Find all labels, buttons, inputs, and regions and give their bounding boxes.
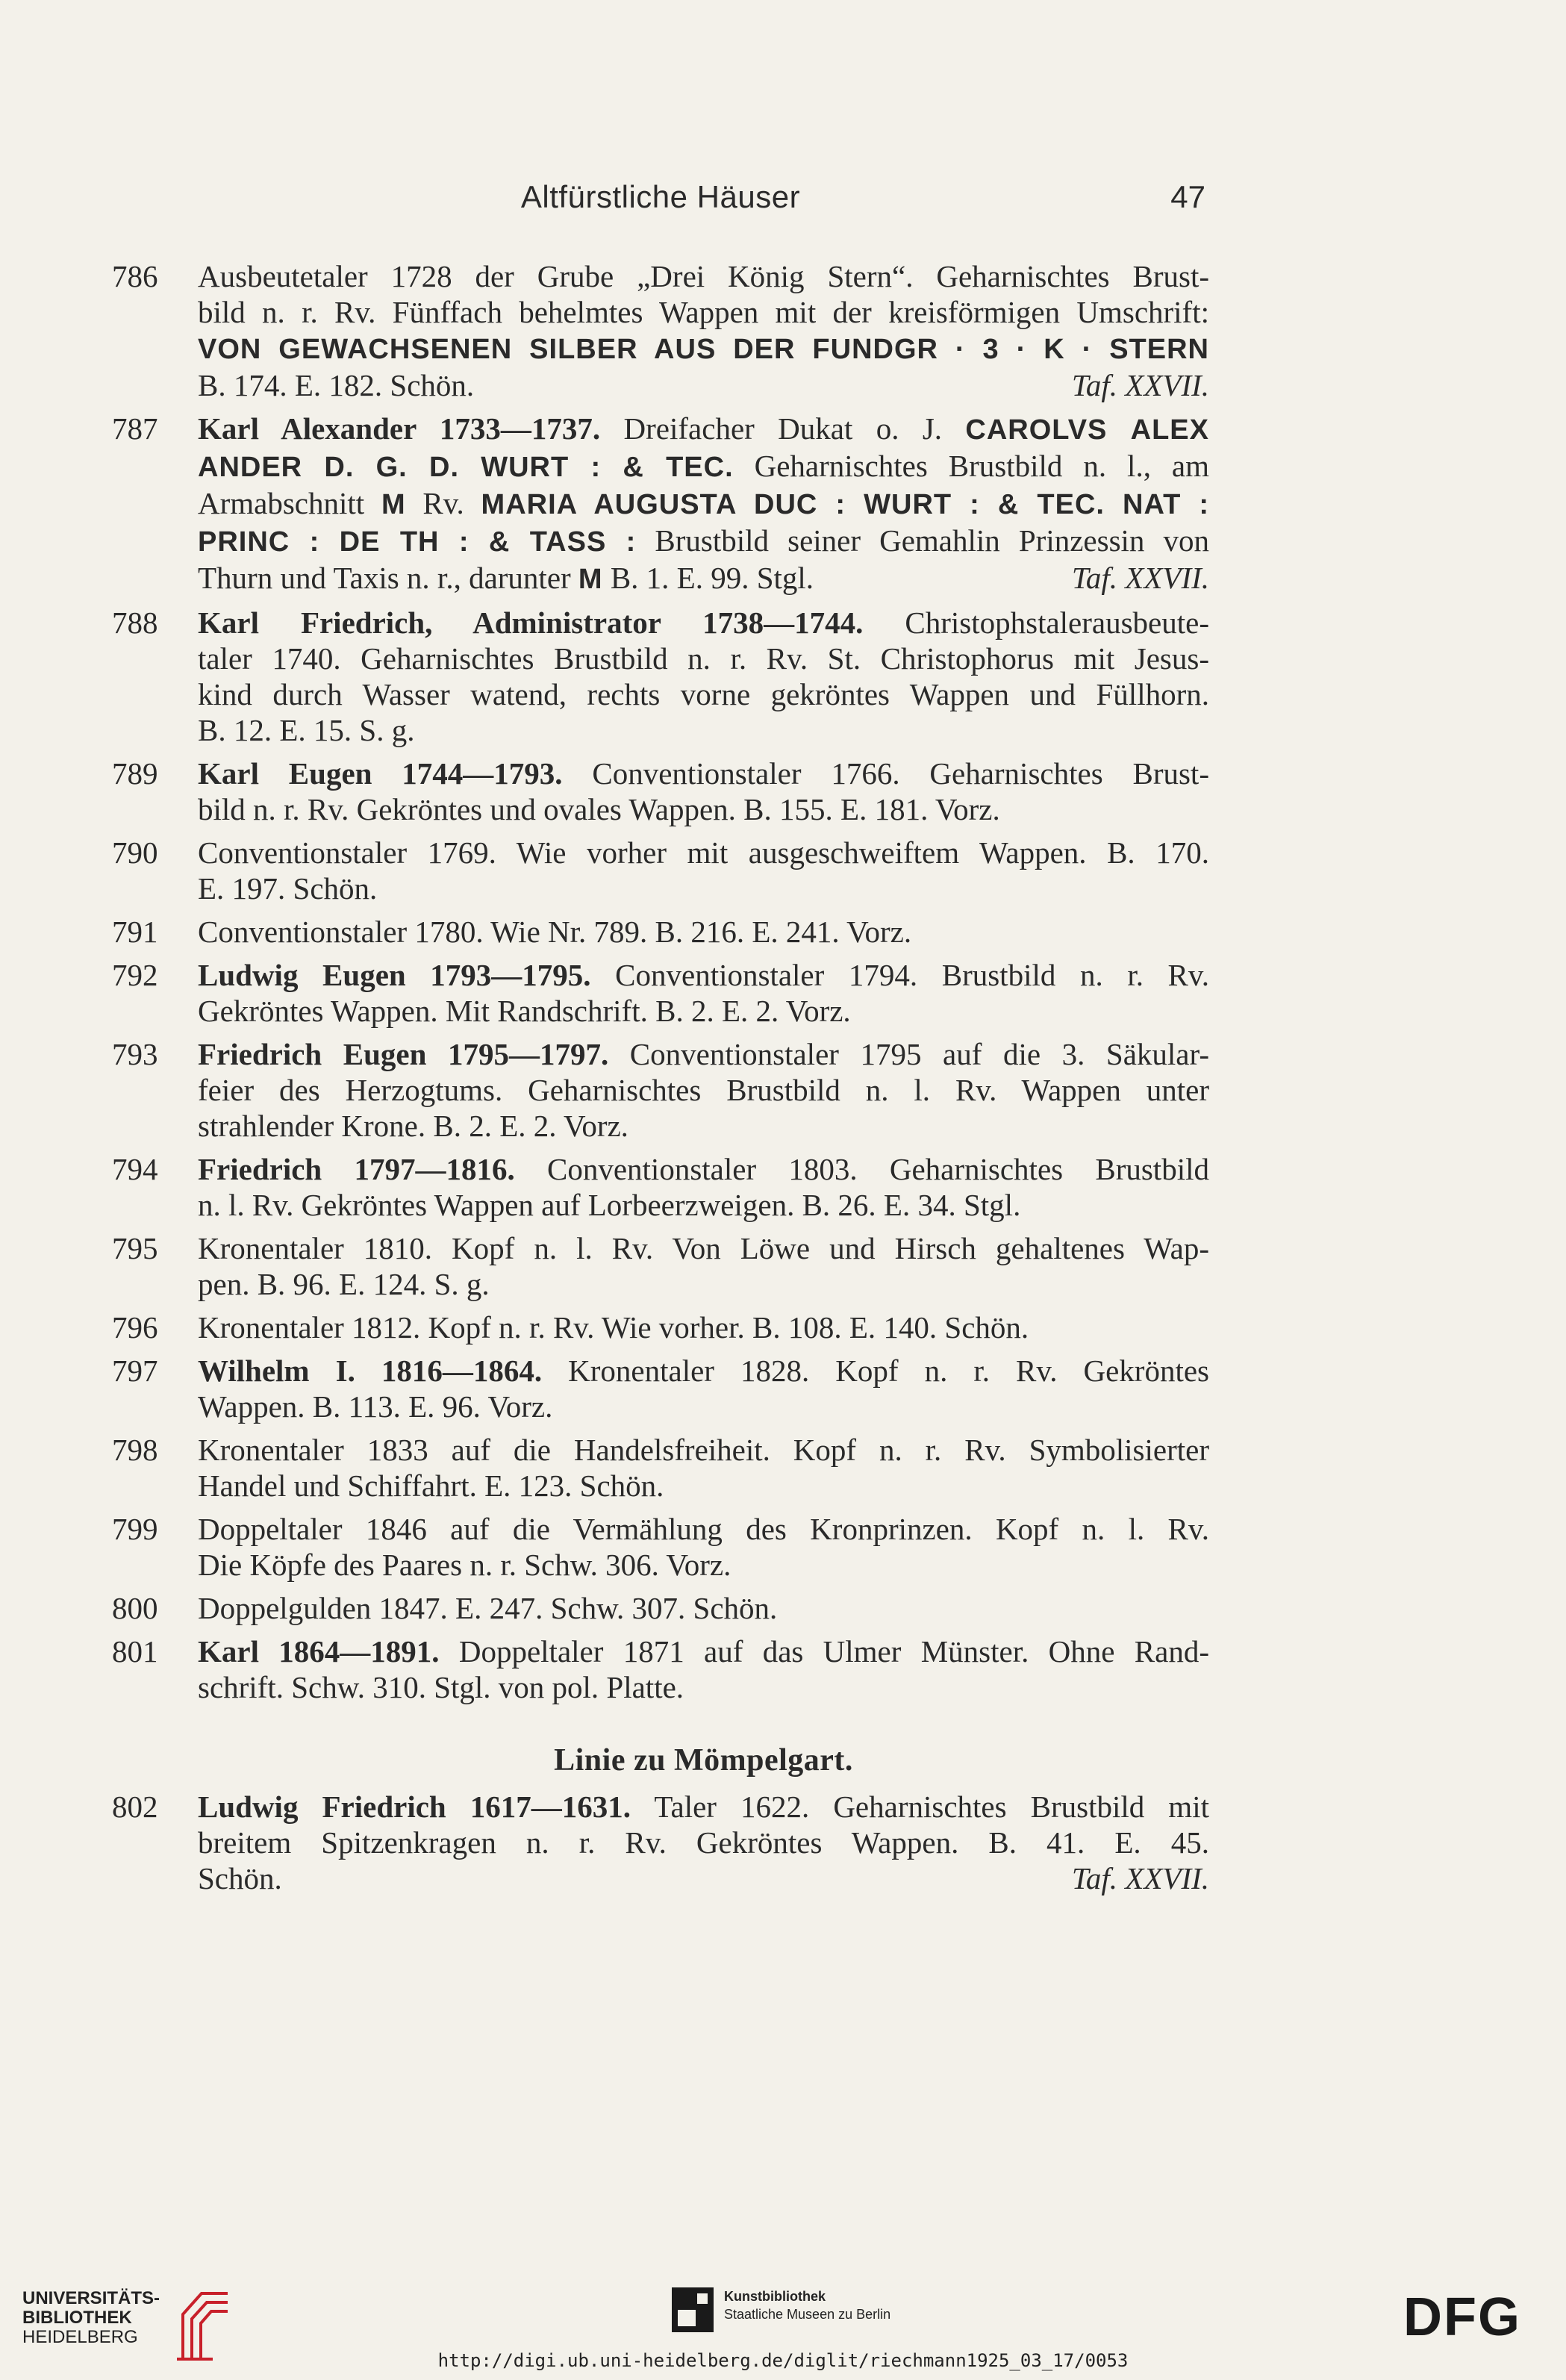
entry-line — [198, 1036, 1209, 1072]
entry-text: Kronentaler 1810. Kopf n. l. Rv. Von Löwe und Hirsch gehaltenes Wap- — [198, 1231, 1209, 1265]
entry-number: 799 — [112, 1512, 158, 1546]
entry-text: Kronentaler 1812. Kopf n. r. Rv. Wie vorher. B. 108. E. 140. Schön. — [198, 1310, 1029, 1345]
coin-inscription: CAROLVS ALEX — [965, 414, 1209, 446]
catalogue-entry — [112, 1432, 1209, 1504]
entry-line — [198, 1072, 1209, 1108]
entry-text: Conventionstaler 1780. Wie Nr. 789. B. 216. E. 241. Vorz. — [198, 915, 912, 949]
catalogue-entry — [112, 1151, 1209, 1223]
entry-text: bild n. r. Rv. Gekröntes und ovales Wappen. B. 155. E. 181. Vorz. — [198, 792, 1000, 826]
entry-text: Rv. — [405, 486, 481, 520]
catalogue-entry — [112, 957, 1209, 1029]
plate-reference: Taf. XXVII. — [1071, 368, 1209, 402]
entry-line — [198, 523, 1209, 560]
catalogue-entry — [112, 258, 1209, 403]
entry-line — [198, 1230, 1209, 1266]
entry-line — [198, 914, 1209, 950]
entry-number: 787 — [112, 411, 158, 446]
entry-text: Ausbeutetaler 1728 der Grube „Drei König Stern“. Geharnischtes Brust- — [198, 259, 1209, 293]
entry-text: bild n. r. Rv. Fünffach behelmtes Wappen mit der kreisförmigen Umschrift: — [198, 295, 1209, 329]
entry-text: Taler 1622. Geharnischtes Brustbild mit — [631, 1789, 1209, 1824]
entry-text: Thurn und Taxis n. r., darunter — [198, 561, 578, 595]
entry-line — [198, 485, 1209, 523]
entry-text: Schön. — [198, 1861, 282, 1895]
catalogue-entry — [112, 914, 1209, 950]
permalink-url[interactable]: http://digi.ub.uni-heidelberg.de/diglit/riechmann1925_03_17/0053 — [437, 2350, 1129, 2371]
entry-line — [198, 294, 1209, 330]
entry-line — [198, 1511, 1209, 1547]
dfg-logo-text: DFG — [1403, 2290, 1521, 2343]
entry-line — [198, 1266, 1209, 1302]
catalogue-entry — [112, 411, 1209, 597]
entry-text: Doppeltaler 1846 auf die Vermählung des Kronprinzen. Kopf n. l. Rv. — [198, 1512, 1209, 1546]
catalogue-entry — [112, 1353, 1209, 1424]
catalogue-entries — [112, 258, 1209, 1904]
entry-text: Brustbild seiner Gemahlin Prinzessin von — [636, 523, 1210, 558]
entry-line — [198, 1547, 1209, 1583]
entry-line — [198, 258, 1209, 294]
ruler-name: Friedrich Eugen 1795—1797. — [198, 1037, 609, 1071]
entry-text: Kronentaler 1833 auf die Handelsfreiheit. Kopf n. r. Rv. Symbolisierter — [198, 1433, 1209, 1467]
entry-line — [198, 1187, 1209, 1223]
entry-line — [198, 870, 1209, 906]
entry-line — [198, 560, 1209, 597]
coin-inscription: PRINC : DE TH : & TASS : — [198, 526, 637, 558]
kunstbibliothek-mark-icon — [672, 2287, 714, 2332]
entry-text: kind durch Wasser watend, rechts vorne gekröntes Wappen und Füllhorn. — [198, 677, 1209, 711]
entry-text: B. 12. E. 15. S. g. — [198, 713, 415, 747]
entry-line — [198, 1468, 1209, 1504]
catalogue-entry — [112, 756, 1209, 827]
entry-text: Armabschnitt — [198, 486, 381, 520]
entry-line — [198, 1389, 1209, 1424]
ub-logo-line-1: UNIVERSITÄTS- — [22, 2288, 160, 2308]
ruler-name: Karl Friedrich, Administrator 1738—1744. — [198, 605, 864, 640]
entry-text: Die Köpfe des Paares n. r. Schw. 306. Vorz. — [198, 1548, 731, 1582]
entry-line — [198, 1789, 1209, 1825]
entry-text: Dreifacher Dukat o. J. — [600, 411, 966, 446]
ruler-name: Karl Alexander 1733—1737. — [198, 411, 601, 446]
running-title: Altfürstliche Häuser — [520, 179, 801, 214]
plate-reference: Taf. XXVII. — [1071, 1861, 1209, 1895]
entry-text: Wappen. B. 113. E. 96. Vorz. — [198, 1389, 553, 1424]
entry-line — [198, 993, 1209, 1029]
entry-text: breitem Spitzenkragen n. r. Rv. Gekröntes Wappen. B. 41. E. 45. — [198, 1825, 1209, 1860]
entry-text: Doppeltaler 1871 auf das Ulmer Münster. Ohne Rand- — [439, 1634, 1209, 1669]
entry-line — [198, 330, 1209, 367]
entry-number: 794 — [112, 1152, 158, 1186]
catalogue-entry — [112, 1590, 1209, 1626]
entry-number: 801 — [112, 1634, 158, 1669]
entry-number: 798 — [112, 1433, 158, 1467]
section-heading: Linie zu Mömpelgart. — [554, 1743, 853, 1778]
ruler-name: Karl 1864—1891. — [198, 1634, 440, 1669]
catalogue-entry — [112, 1511, 1209, 1583]
entry-line — [198, 1353, 1209, 1389]
entry-text: Geharnischtes Brustbild n. l., am — [733, 449, 1209, 483]
entry-text: schrift. Schw. 310. Stgl. von pol. Platte. — [198, 1670, 684, 1704]
entry-number: 796 — [112, 1310, 158, 1345]
coin-inscription: M — [578, 564, 603, 595]
entry-number: 792 — [112, 958, 158, 992]
entry-number: 795 — [112, 1231, 158, 1265]
running-head — [116, 179, 1205, 224]
ruler-name: Karl Eugen 1744—1793. — [198, 756, 563, 791]
entry-line — [198, 957, 1209, 993]
entry-text: Gekröntes Wappen. Mit Randschrift. B. 2. E. 2. Vorz. — [198, 994, 851, 1028]
entry-line-text — [198, 560, 814, 597]
entry-line — [198, 756, 1209, 791]
entry-line — [198, 1860, 1209, 1896]
entry-line — [198, 676, 1209, 712]
kb-logo-line-1: Kunstbibliothek — [724, 2289, 826, 2304]
entry-text: Conventionstaler 1803. Geharnischtes Brustbild — [514, 1152, 1209, 1186]
entry-number: 789 — [112, 756, 158, 791]
catalogue-entry — [112, 1036, 1209, 1144]
entry-text: Conventionstaler 1769. Wie vorher mit ausgeschweiftem Wappen. B. 170. — [198, 835, 1209, 870]
kunstbibliothek-logo[interactable] — [672, 2284, 911, 2344]
entry-number: 793 — [112, 1037, 158, 1071]
catalogue-entry — [112, 1633, 1209, 1705]
entry-line — [198, 641, 1209, 676]
entry-text: pen. B. 96. E. 124. S. g. — [198, 1267, 490, 1301]
entry-text: Doppelgulden 1847. E. 247. Schw. 307. Schön. — [198, 1591, 778, 1625]
entry-line — [198, 1669, 1209, 1705]
entry-line — [198, 367, 1209, 403]
entry-number: 788 — [112, 605, 158, 640]
entry-text: feier des Herzogtums. Geharnischtes Brustbild n. l. Rv. Wappen unter — [198, 1073, 1209, 1107]
entry-number: 786 — [112, 259, 158, 293]
entry-text: strahlender Krone. B. 2. E. 2. Vorz. — [198, 1109, 628, 1143]
ruler-name: Friedrich 1797—1816. — [198, 1152, 515, 1186]
entry-text: taler 1740. Geharnischtes Brustbild n. r. Rv. St. Christophorus mit Jesus- — [198, 641, 1209, 676]
entry-line — [198, 791, 1209, 827]
catalogue-entry — [112, 1230, 1209, 1302]
kb-logo-line-2: Staatliche Museen zu Berlin — [724, 2307, 891, 2322]
ruler-name: Wilhelm I. 1816—1864. — [198, 1353, 543, 1388]
entry-line — [198, 1151, 1209, 1187]
entry-number: 797 — [112, 1353, 158, 1388]
ub-logo-line-2: BIBLIOTHEK — [22, 2308, 132, 2328]
entry-number: 790 — [112, 835, 158, 870]
entry-text: Handel und Schiffahrt. E. 123. Schön. — [198, 1468, 664, 1503]
entry-text: Conventionstaler 1795 auf die 3. Säkular- — [608, 1037, 1209, 1071]
catalogue-entry — [112, 1789, 1209, 1896]
coin-inscription: MARIA AUGUSTA DUC : WURT : & TEC. NAT : — [481, 489, 1210, 520]
entry-line — [198, 835, 1209, 870]
entry-line — [198, 448, 1209, 485]
entry-text: Kronentaler 1828. Kopf n. r. Rv. Gekröntes — [542, 1353, 1210, 1388]
entry-text: Christophstalerausbeute- — [863, 605, 1209, 640]
entry-number: 791 — [112, 915, 158, 949]
dfg-logo[interactable] — [1403, 2290, 1545, 2343]
catalogue-entry — [112, 605, 1209, 748]
entry-line — [198, 712, 1209, 748]
entry-line — [198, 1309, 1209, 1345]
entry-text: Conventionstaler 1794. Brustbild n. r. Rv. — [590, 958, 1209, 992]
digitization-footer — [0, 2270, 1566, 2380]
plate-reference: Taf. XXVII. — [1071, 561, 1209, 595]
entry-text: B. 1. E. 99. Stgl. — [602, 561, 814, 595]
entry-line — [198, 1590, 1209, 1626]
ruler-name: Ludwig Friedrich 1617—1631. — [198, 1789, 631, 1824]
coin-inscription: M — [381, 489, 406, 520]
entry-text: E. 197. Schön. — [198, 871, 378, 906]
entry-number: 800 — [112, 1591, 158, 1625]
entry-line — [198, 1633, 1209, 1669]
entry-text: n. l. Rv. Gekröntes Wappen auf Lorbeerzweigen. B. 26. E. 34. Stgl. — [198, 1188, 1021, 1222]
entry-number: 802 — [112, 1789, 158, 1824]
entry-text: Conventionstaler 1766. Geharnischtes Brust- — [562, 756, 1209, 791]
entry-line — [198, 411, 1209, 448]
ruler-name: Ludwig Eugen 1793—1795. — [198, 958, 591, 992]
entry-line-text — [198, 1860, 282, 1896]
entry-line-text — [198, 367, 474, 403]
coin-inscription: ANDER D. G. D. WURT : & TEC. — [198, 452, 734, 483]
entry-line — [198, 1432, 1209, 1468]
page-number: 47 — [1170, 179, 1205, 214]
ub-logo-line-3: HEIDELBERG — [22, 2327, 138, 2347]
entry-line — [198, 1825, 1209, 1860]
entry-line — [198, 605, 1209, 641]
coin-inscription: VON GEWACHSENEN SILBER AUS DER FUNDGR · 3 · K · STERN — [198, 334, 1209, 365]
catalogue-entry — [112, 835, 1209, 906]
entry-line — [198, 1108, 1209, 1144]
catalogue-entry — [112, 1309, 1209, 1345]
entry-text: B. 174. E. 182. Schön. — [198, 368, 475, 402]
